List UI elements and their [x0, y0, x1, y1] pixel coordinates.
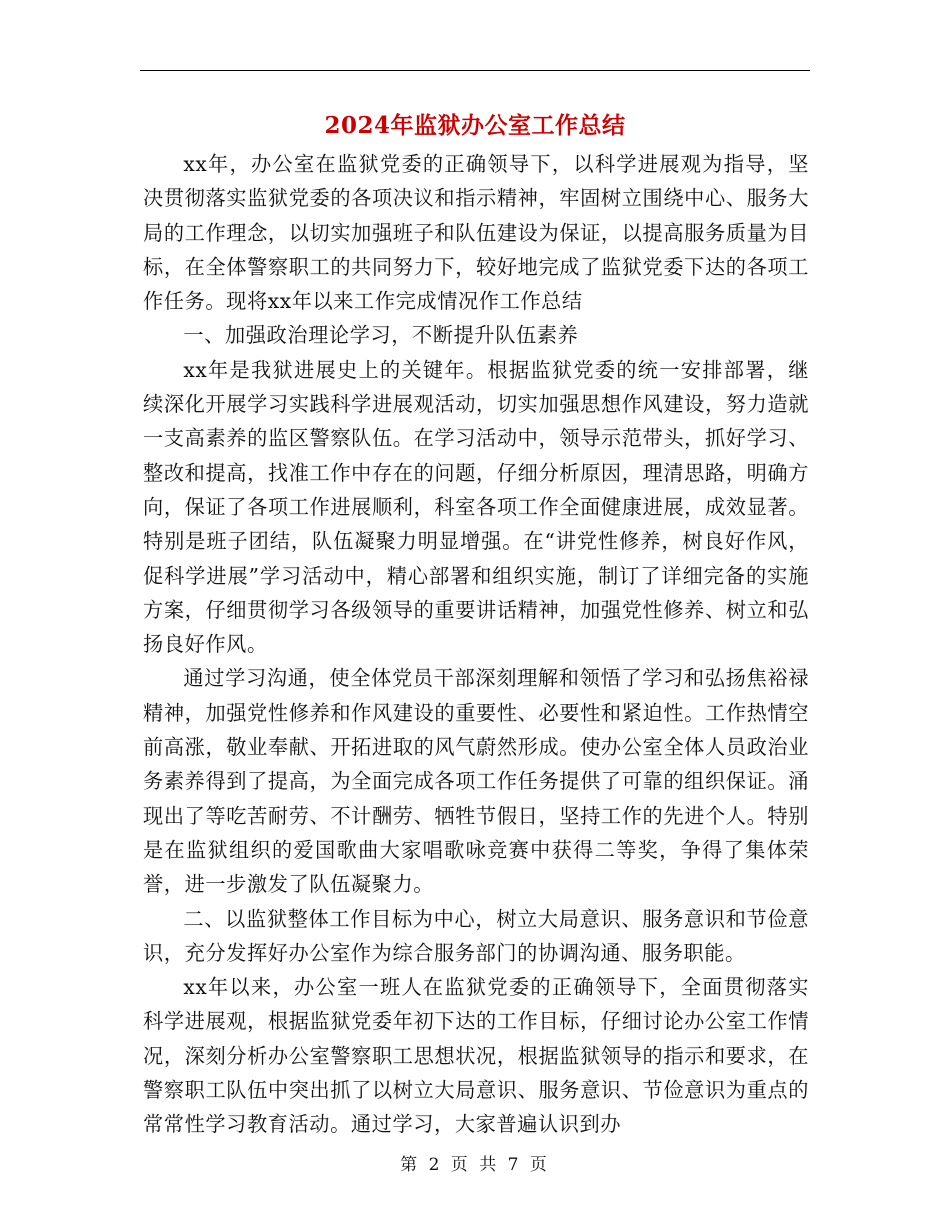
document-body — [143, 147, 809, 1142]
header-rule — [140, 70, 810, 71]
section-heading-1: 一、加强政治理论学习，不断提升队伍素养 — [183, 323, 579, 348]
paragraph-section-2-a: xx年以来，办公室一班人在监狱党委的正确领导下，全面贯彻落实科学进展观，根据监狱党委年初下达的工作目标，仔细讨论办公室工作情况，深刻分析办公室警察职工思想状况，根据监狱领导的指示和要求，在警察职工队伍中突出抓了以树立大局意识、服务意识、节俭意识为重点的常常性学习教育活动。通过学习，大家普遍认识到办 — [143, 975, 809, 1137]
paragraph-section-1-b: 通过学习沟通，使全体党员干部深刻理解和领悟了学习和弘扬焦裕禄精神，加强党性修养和作风建设的重要性、必要性和紧迫性。工作热情空前高涨，敬业奉献、开拓进取的风气蔚然形成。使办公室全体人员政治业务素养得到了提高，为全面完成各项工作任务提供了可靠的组织保证。涌现出了等吃苦耐劳、不计酬劳、牺牲节假日，坚持工作的先进个人。特别是在监狱组织的爱国歌曲大家唱歌咏竞赛中获得二等奖，争得了集体荣誉，进一步激发了队伍凝聚力。 — [143, 666, 809, 897]
document-title: 2024年监狱办公室工作总结 — [324, 112, 626, 139]
section-heading-2: 二、以监狱整体工作目标为中心，树立大局意识、服务意识和节俭意识，充分发挥好办公室作为综合服务部门的协调沟通、服务职能。 — [143, 906, 809, 965]
paragraph-intro: xx年，办公室在监狱党委的正确领导下，以科学进展观为指导，坚决贯彻落实监狱党委的各项决议和指示精神，牢固树立围绕中心、服务大局的工作理念，以切实加强班子和队伍建设为保证，以提高服务质量为目标，在全体警察职工的共同努力下，较好地完成了监狱党委下达的各项工作任务。现将xx年以来工作完成情况作工作总结 — [143, 152, 809, 314]
paragraph-section-1-a: xx年是我狱进展史上的关键年。根据监狱党委的统一安排部署，继续深化开展学习实践科学进展观活动，切实加强思想作风建设，努力造就一支高素养的监区警察队伍。在学习活动中，领导示范带头，抓好学习、整改和提高，找准工作中存在的问题，仔细分析原因，理清思路，明确方向，保证了各项工作进展顺利，科室各项工作全面健康进展，成效显著。特别是班子团结，队伍凝聚力明显增强。在“讲党性修养，树良好作风，促科学进展”学习活动中，精心部署和组织实施，制订了详细完备的实施方案，仔细贯彻学习各级领导的重要讲话精神，加强党性修养、树立和弘扬良好作风。 — [143, 357, 809, 657]
page-number-footer: 第 2 页 共 7 页 — [400, 1155, 550, 1175]
